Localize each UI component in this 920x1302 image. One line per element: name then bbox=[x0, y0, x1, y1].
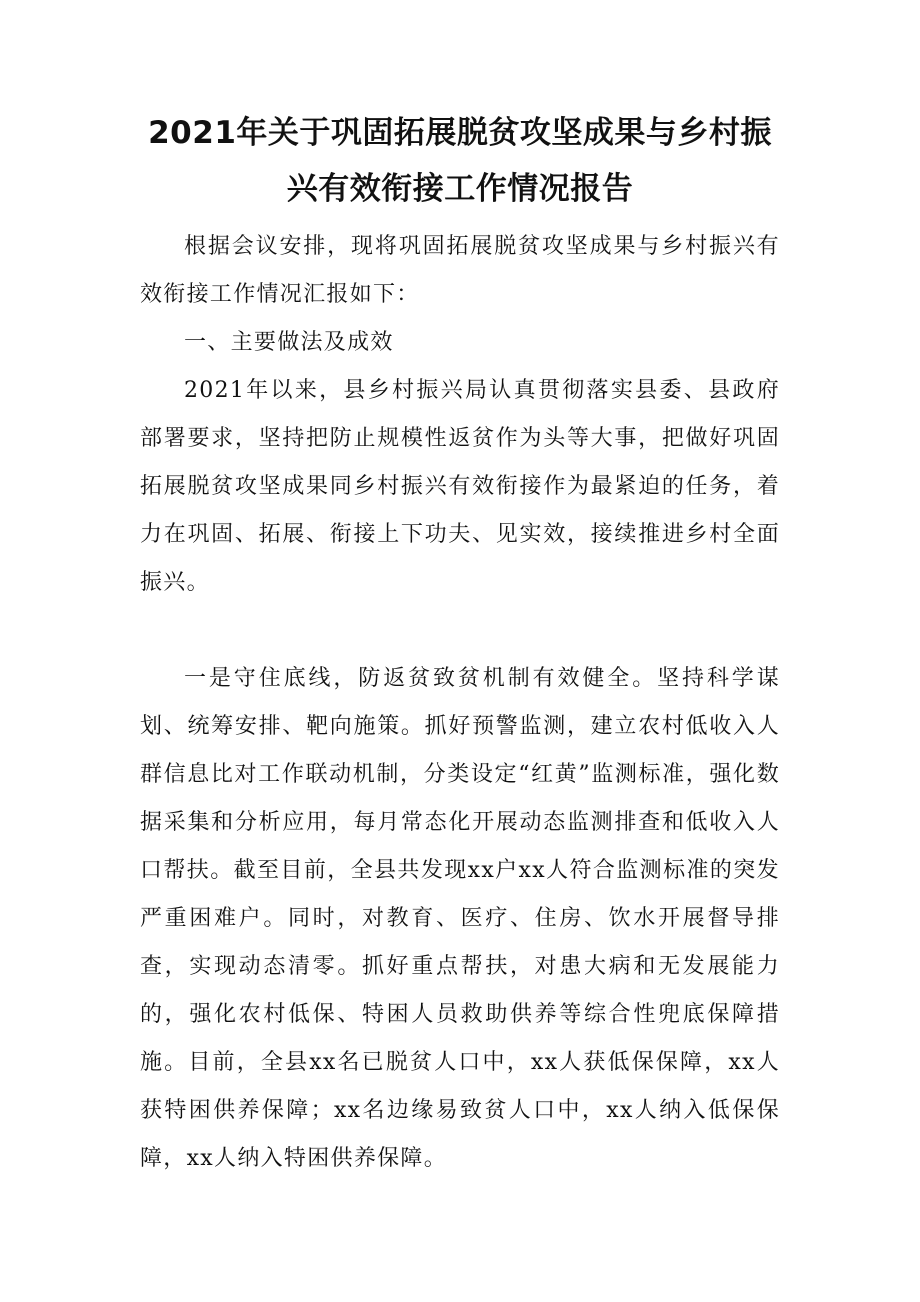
document-title bbox=[140, 105, 780, 217]
document-page bbox=[140, 105, 780, 1183]
body-paragraph: 一是守住底线，防返贫致贫机制有效健全。坚持科学谋划、统筹安排、靶向施策。抓好预警监测，建立农村低收入人群信息比对工作联动机制，分类设定“红黄”监测标准，强化数据采集和分析应用，每月常态化开展动态监测排查和低收入人口帮扶。截至目前，全县共发现xx户xx人符合监测标准的突发严重困难户。同时，对教育、医疗、住房、饮水开展督导排查，实现动态清零。抓好重点帮扶，对患大病和无发展能力的，强化农村低保、特困人员救助供养等综合性兜底保障措施。目前，全县xx名已脱贫人口中，xx人获低保保障，xx人获特困供养保障；xx名边缘易致贫人口中，xx人纳入低保保障，xx人纳入特困供养保障。 bbox=[140, 666, 780, 1171]
overview-paragraph: 2021年以来，县乡村振兴局认真贯彻落实县委、县政府部署要求，坚持把防止规模性返贫作为头等大事，把做好巩固拓展脱贫攻坚成果同乡村振兴有效衔接作为最紧迫的任务，着力在巩固、拓展、衔接上下功夫、见实效，接续推进乡村全面振兴。 bbox=[140, 378, 780, 595]
title-line-1: 2021年关于巩固拓展脱贫攻坚成果与乡村振 bbox=[148, 115, 772, 151]
intro-paragraph: 根据会议安排，现将巩固拓展脱贫攻坚成果与乡村振兴有效衔接工作情况汇报如下： bbox=[140, 234, 780, 307]
paragraph-gap bbox=[140, 607, 780, 655]
title-line-2: 兴有效衔接工作情况报告 bbox=[286, 171, 634, 207]
section-heading: 一、主要做法及成效 bbox=[184, 330, 394, 355]
